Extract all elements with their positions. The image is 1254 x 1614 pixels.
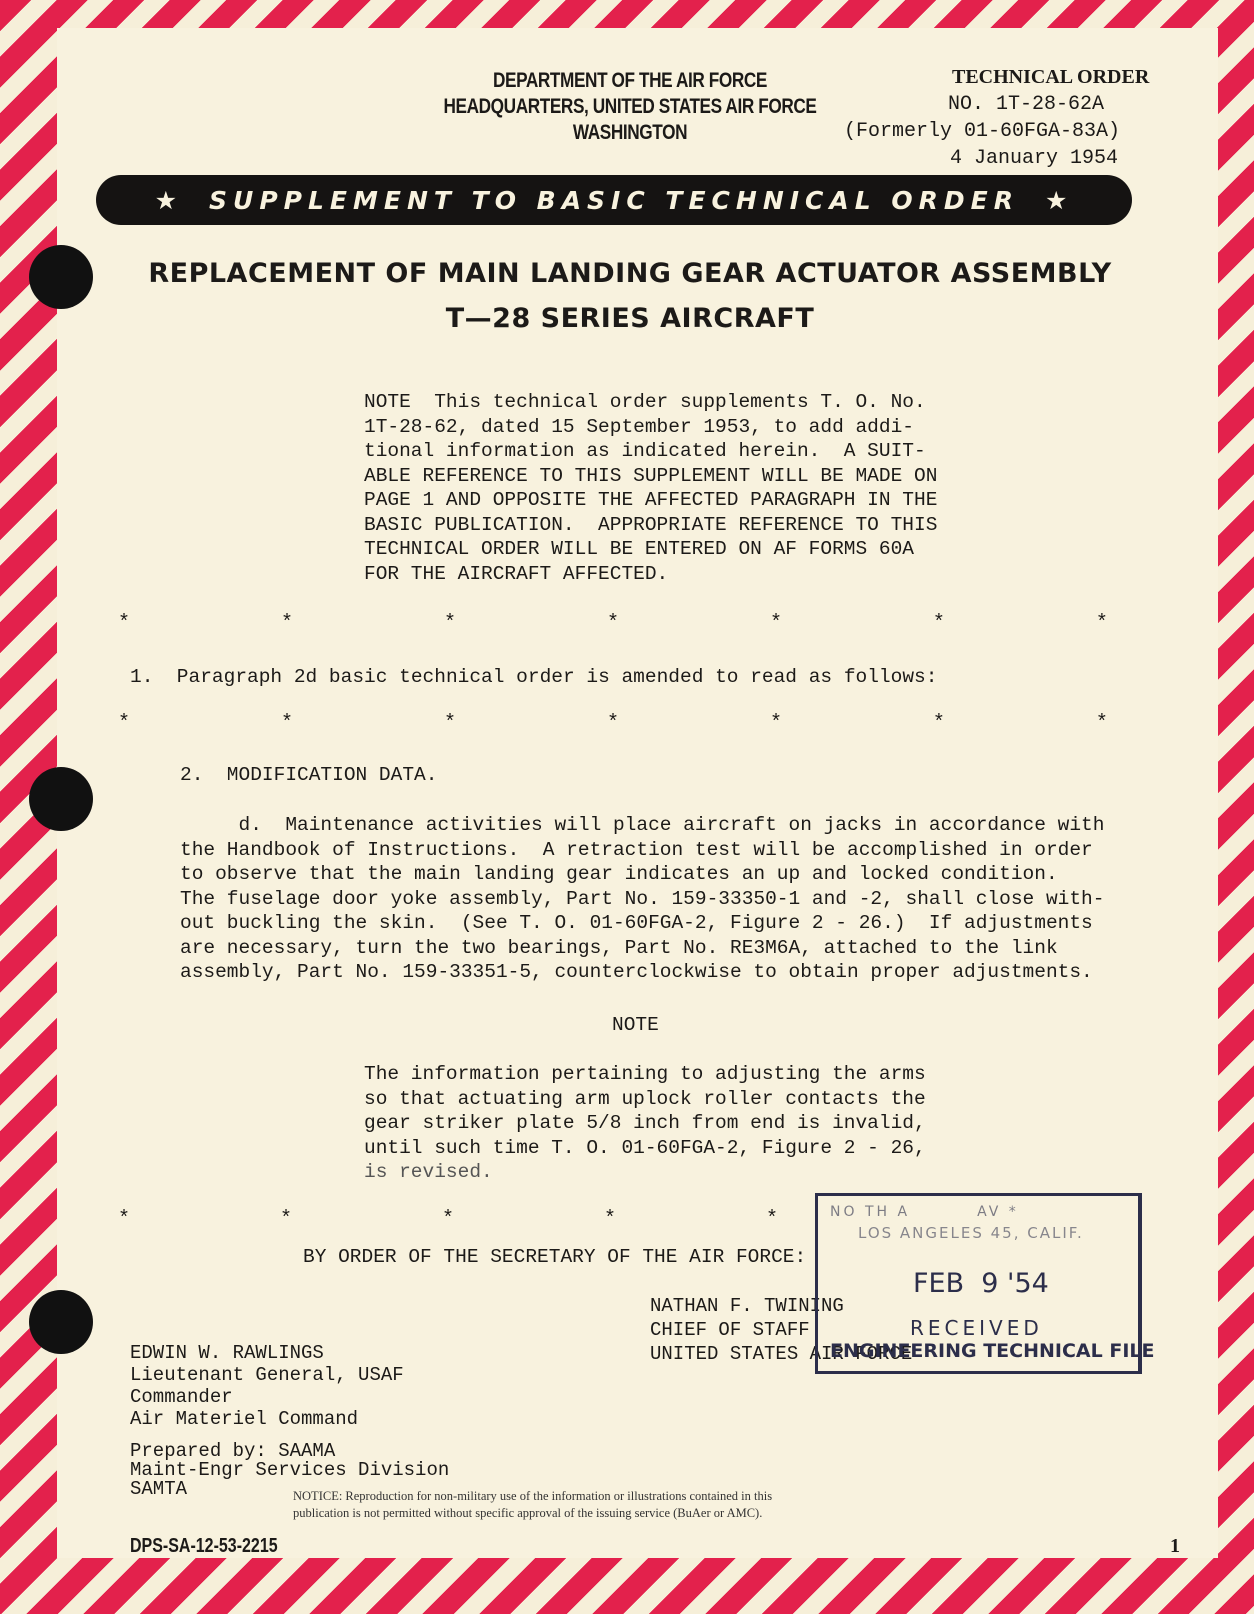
dept-line-1: DEPARTMENT OF THE AIR FORCE (492, 69, 768, 92)
signatory-commander (130, 1342, 404, 1430)
asterisk: * (280, 612, 293, 635)
paragraph-1: 1. Paragraph 2d basic technical order is amended to read as follows: (130, 666, 938, 688)
received-stamp (815, 1193, 1155, 1374)
document-code: DPS-SA-12-53-2215 (130, 1535, 278, 1557)
asterisk: * (280, 712, 293, 735)
supplement-banner (96, 175, 1132, 225)
note-line: tional information as indicated herein. A SUIT- (364, 440, 926, 462)
punch-hole-bottom (29, 1290, 93, 1354)
stamp-line-1: NO TH A AV * (830, 1204, 1019, 1220)
note-line: NOTE This technical order supplements T. O. No. (364, 391, 926, 413)
signatory-title: CHIEF OF STAFF (650, 1319, 810, 1341)
department-header (441, 68, 818, 146)
signatory-title: Commander (130, 1386, 233, 1408)
note-line: PAGE 1 AND OPPOSITE THE AFFECTED PARAGRAPH IN THE (364, 489, 938, 511)
paragraph-2-heading: 2. MODIFICATION DATA. (180, 764, 438, 786)
asterisk: * (769, 612, 782, 635)
reproduction-notice (293, 1488, 1053, 1522)
signatory-rank: Lieutenant General, USAF (130, 1364, 404, 1386)
asterisk: * (1095, 612, 1108, 635)
asterisk: * (1095, 712, 1108, 735)
dept-line-3: WASHINGTON (572, 121, 688, 144)
signatory-name: EDWIN W. RAWLINGS (130, 1342, 324, 1364)
signatory-org: Air Materiel Command (130, 1408, 359, 1430)
note-line: TECHNICAL ORDER WILL BE ENTERED ON AF FORMS 60A (364, 538, 914, 560)
separator-row (118, 1208, 778, 1231)
note-line: is revised. (364, 1161, 493, 1183)
page-number: 1 (1170, 1535, 1180, 1557)
warning-note (364, 1062, 926, 1185)
asterisk: * (606, 612, 619, 635)
asterisk: * (932, 712, 945, 735)
intro-note (364, 390, 984, 586)
asterisk: * (932, 612, 945, 635)
note-line: until such time T. O. 01-60FGA-2, Figure 2 - 26, (364, 1136, 926, 1159)
asterisk: * (606, 712, 619, 735)
para-line: out buckling the skin. (See T. O. 01-60FGA-2, Figure 2 - 26.) If adjustments (180, 912, 1093, 934)
notice-line: NOTICE: Reproduction for non-military use of the information or illustrations contained in this (293, 1489, 773, 1503)
banner-text: SUPPLEMENT TO BASIC TECHNICAL ORDER (209, 185, 1019, 215)
technical-order-header (844, 64, 1210, 172)
asterisk: * (441, 1208, 454, 1231)
asterisk: * (769, 712, 782, 735)
stamp-received: RECEIVED (910, 1316, 1043, 1340)
prepared-by-line: SAMTA (130, 1478, 188, 1500)
punch-hole-middle (29, 767, 93, 831)
asterisk: * (118, 612, 131, 635)
note-heading: NOTE (612, 1014, 659, 1036)
punch-hole-top (29, 245, 93, 309)
to-number: NO. 1T-28-62A (948, 93, 1105, 116)
para-line: are necessary, turn the two bearings, Part No. RE3M6A, attached to the link (180, 936, 1058, 959)
para-line: d. Maintenance activities will place aircraft on jacks in accordance with (180, 814, 1105, 836)
note-line: 1T-28-62, dated 15 September 1953, to add addi- (364, 415, 914, 438)
notice-line: publication is not permitted without specific approval of the issuing service (BuAer or AMC). (293, 1506, 763, 1520)
note-line: so that actuating arm uplock roller contacts the (364, 1087, 926, 1110)
note-line: BASIC PUBLICATION. APPROPRIATE REFERENCE TO THIS (364, 513, 938, 536)
asterisk: * (443, 712, 456, 735)
paragraph-d (180, 813, 1104, 985)
note-line: The information pertaining to adjusting the arms (364, 1063, 926, 1085)
note-line: gear striker plate 5/8 inch from end is invalid, (364, 1112, 926, 1134)
signatory-org: UNITED STATES AIR FORCE (650, 1343, 913, 1365)
page-subtitle: T—28 SERIES AIRCRAFT (445, 303, 815, 334)
para-line: the Handbook of Instructions. A retraction test will be accomplished in order (180, 838, 1093, 861)
asterisk: * (118, 712, 131, 735)
asterisk: * (279, 1208, 292, 1231)
star-icon: ★ (1044, 185, 1074, 215)
asterisk: * (603, 1208, 616, 1231)
stamp-date: FEB 9 '54 (913, 1268, 1049, 1299)
para-line: The fuselage door yoke assembly, Part No. 159-33350-1 and -2, shall close with- (180, 887, 1105, 910)
to-formerly: (Formerly 01-60FGA-83A) (844, 120, 1121, 143)
asterisk: * (118, 1208, 131, 1231)
by-order-line: BY ORDER OF THE SECRETARY OF THE AIR FORCE: (303, 1246, 807, 1268)
to-label: TECHNICAL ORDER (952, 66, 1150, 88)
prepared-by-line: Maint-Engr Services Division (130, 1459, 450, 1481)
separator-row (118, 612, 1108, 635)
note-line: FOR THE AIRCRAFT AFFECTED. (364, 562, 669, 585)
para-line: to observe that the main landing gear indicates an up and locked condition. (180, 863, 1058, 885)
to-date: 4 January 1954 (950, 147, 1119, 170)
para-line: assembly, Part No. 159-33351-5, counterclockwise to obtain proper adjustments. (180, 961, 1093, 983)
page-title: REPLACEMENT OF MAIN LANDING GEAR ACTUATOR ASSEMBLY (148, 258, 1112, 289)
asterisk: * (443, 612, 456, 635)
asterisk: * (765, 1208, 778, 1231)
separator-row (118, 712, 1108, 735)
signatory-name: NATHAN F. TWINING (650, 1295, 844, 1317)
dept-line-2: HEADQUARTERS, UNITED STATES AIR FORCE (443, 95, 817, 118)
stamp-location: LOS ANGELES 45, CALIF. (858, 1224, 1084, 1242)
note-line: ABLE REFERENCE TO THIS SUPPLEMENT WILL BE MADE ON (364, 464, 938, 487)
stamp-file: ENGINEERING TECHNICAL FILE (830, 1340, 1155, 1362)
prepared-by-line: Prepared by: SAAMA (130, 1440, 336, 1462)
star-icon: ★ (154, 185, 184, 215)
